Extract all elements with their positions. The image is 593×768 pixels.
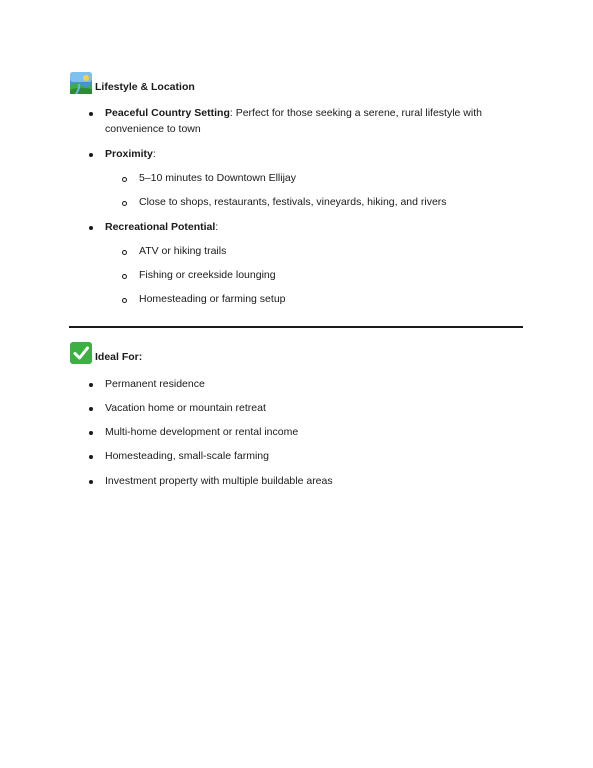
bullet-dot [89,480,93,484]
lifestyle-title: Lifestyle & Location [95,81,195,93]
bullet-dot [89,153,93,157]
section-divider [69,326,523,328]
peaceful-item-line2: convenience to town [105,123,201,135]
sub-bullet [122,274,127,279]
bullet-dot [89,383,93,387]
recreational-sub-item: ATV or hiking trails [139,245,227,257]
bullet-dot [89,455,93,459]
sub-bullet [122,298,127,303]
landscape-icon [70,72,92,94]
bullet-dot [89,226,93,230]
proximity-text: : [152,148,156,160]
proximity-sub-item: 5–10 minutes to Downtown Ellijay [139,172,296,184]
recreational-item [105,220,218,235]
ideal-item: Multi-home development or rental income [105,426,299,438]
ideal-item: Homesteading, small-scale farming [105,450,269,462]
ideal-item: Investment property with multiple buildable areas [105,475,333,487]
lifestyle-heading [70,72,195,94]
recreational-text: : [215,221,219,233]
proximity-sub-item: Close to shops, restaurants, festivals, vineyards, hiking, and rivers [139,196,447,208]
ideal-item: Permanent residence [105,378,205,390]
peaceful-text: : Perfect for those seeking a serene, rural lifestyle with [229,107,482,119]
ideal-heading [70,342,142,364]
check-mark-icon [70,342,92,364]
sub-bullet [122,250,127,255]
ideal-title: Ideal For: [95,351,143,363]
proximity-label: Proximity [105,148,153,160]
proximity-item [105,147,156,162]
sub-bullet [122,177,127,182]
recreational-sub-item: Fishing or creekside lounging [139,269,276,281]
bullet-dot [89,431,93,435]
sub-bullet [122,201,127,206]
peaceful-item [105,106,482,121]
peaceful-label: Peaceful Country Setting [105,107,230,119]
ideal-item: Vacation home or mountain retreat [105,402,266,414]
bullet-dot [89,112,93,116]
recreational-sub-item: Homesteading or farming setup [139,293,286,305]
bullet-dot [89,407,93,411]
recreational-label: Recreational Potential [105,221,216,233]
